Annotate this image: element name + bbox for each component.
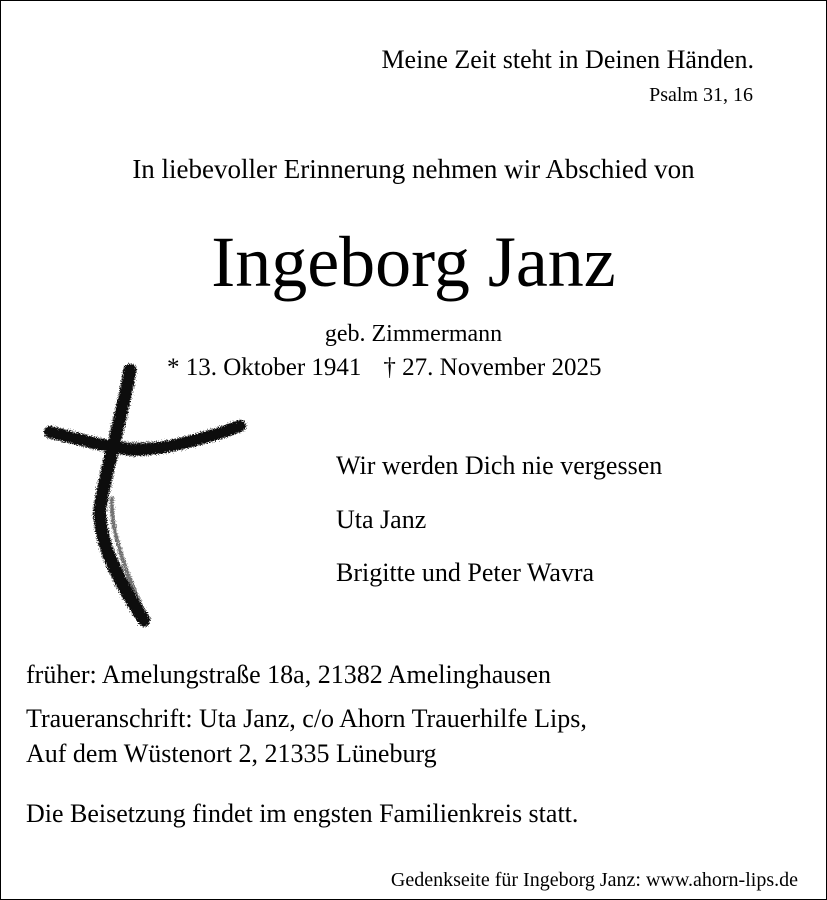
birth-name: geb. Zimmermann [324,321,503,347]
deceased-name: Ingeborg Janz [211,222,616,302]
mourner-line: Wir werden Dich nie vergessen [336,451,663,480]
death-date: † 27. November 2025 [383,354,602,381]
cross-icon [42,358,248,630]
funeral-note: Die Beisetzung findet im engsten Familienkreis statt. [26,799,579,828]
mourner-line: Brigitte und Peter Wavra [336,558,595,587]
mourning-address-line1: Traueranschrift: Uta Janz, c/o Ahorn Trauerhilfe Lips, [26,704,587,733]
motto-source: Psalm 31, 16 [649,84,753,106]
birth-date: * 13. Oktober 1941 [167,354,362,381]
mourner-line: Uta Janz [336,505,427,534]
mourning-address-line2: Auf dem Wüstenort 2, 21335 Lüneburg [26,739,437,768]
previous-address: früher: Amelungstraße 18a, 21382 Amelinghausen [26,660,551,689]
memorial-page-link[interactable]: Gedenkseite für Ingeborg Janz: www.ahorn-lips.de [390,869,798,891]
intro-text: In liebevoller Erinnerung nehmen wir Abschied von [132,154,695,184]
motto-text: Meine Zeit steht in Deinen Händen. [381,45,754,74]
